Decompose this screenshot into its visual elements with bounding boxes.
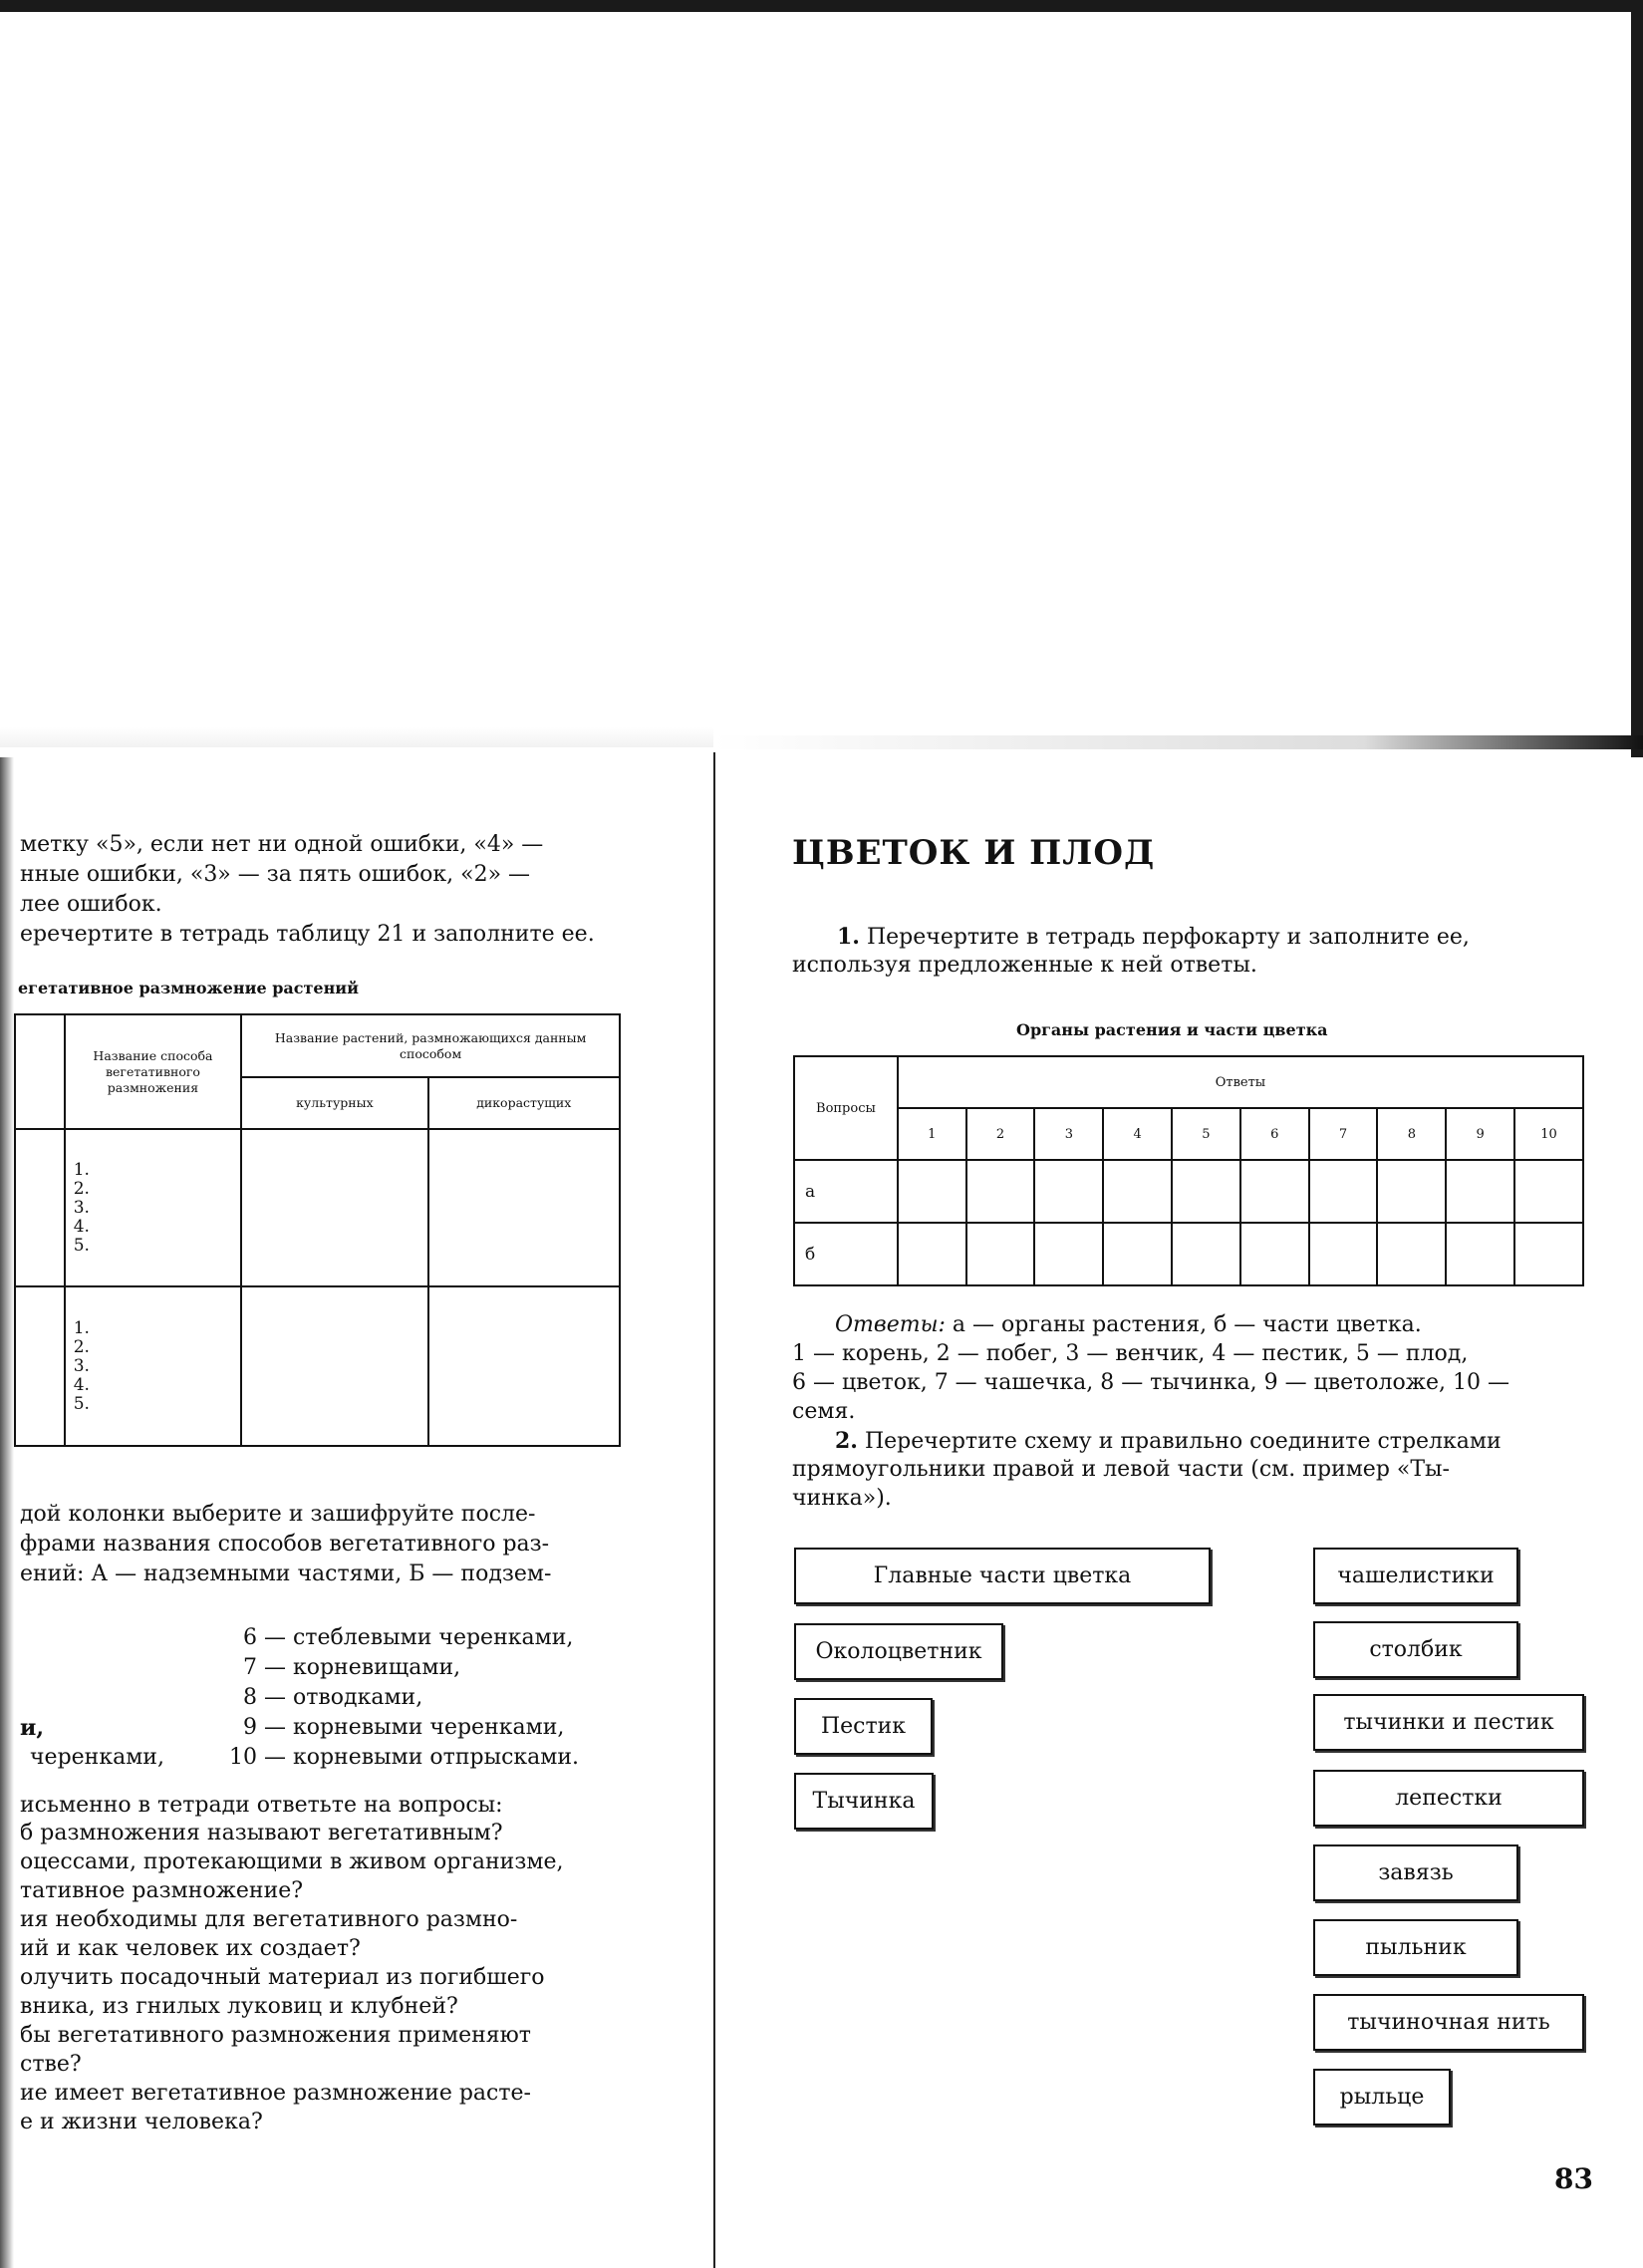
col-answers-header: Ответы [898, 1056, 1583, 1108]
group-a-cell [15, 1129, 65, 1286]
left-mid-line-3: ений: А — надземными частями, Б — подзем- [20, 1561, 552, 1586]
question-line: тативное размножение? [20, 1878, 304, 1903]
question-line: е и жизни человека? [20, 2110, 263, 2134]
chapter-title: ЦВЕТОК И ПЛОД [792, 833, 1156, 873]
answer-col-5: 5 [1172, 1108, 1240, 1160]
question-line: вника, из гнилых луковиц и клубней? [20, 1994, 458, 2019]
scan-edge-top [0, 0, 1643, 12]
task1-line-1: 1. Перечертите в тетрадь перфокарту и заполните ее, [837, 924, 1470, 950]
row-a-label: а [794, 1160, 898, 1223]
task2-line-2: прямоугольники правой и левой части (см. пример «Ты- [792, 1457, 1450, 1482]
page-fold-shadow [0, 727, 713, 747]
col-method-header: Название способа вегетативного размножения [65, 1014, 242, 1129]
task2-line-1: 2. Перечертите схему и правильно соедините стрелками [835, 1428, 1502, 1454]
answers-line-2: 1 — корень, 2 — побег, 3 — венчик, 4 — пестик, 5 — плод, [792, 1341, 1469, 1366]
box-main-flower-parts: Главные части цветка [794, 1548, 1211, 1604]
method-8: 8 — отводками, [243, 1685, 423, 1710]
box-stamen: Тычинка [794, 1773, 934, 1830]
group-b-numbers: 1. 2. 3. 4. 5. [65, 1286, 242, 1446]
answer-col-6: 6 [1240, 1108, 1309, 1160]
method-left-5: черенками, [30, 1745, 164, 1770]
group-a-cultivated [241, 1129, 427, 1286]
answer-col-9: 9 [1446, 1108, 1514, 1160]
box-anther: пыльник [1313, 1919, 1518, 1976]
row-b-label: б [794, 1223, 898, 1285]
left-line-2: нные ошибки, «3» — за пять ошибок, «2» — [20, 862, 531, 887]
col-plants-header: Название растений, размножающихся данным способом [241, 1014, 620, 1077]
question-line: ие имеет вегетативное размножение расте- [20, 2081, 531, 2106]
box-filament: тычиночная нить [1313, 1994, 1584, 2051]
task2-line-3: чинка»). [792, 1486, 892, 1511]
question-line: ия необходимы для вегетативного размно- [20, 1907, 518, 1932]
box-stigma: рыльце [1313, 2069, 1451, 2126]
box-sepals: чашелистики [1313, 1548, 1518, 1604]
page-number: 83 [1554, 2162, 1593, 2195]
answers-line-4: семя. [792, 1399, 856, 1424]
method-10: 10 — корневыми отпрысками. [229, 1745, 580, 1770]
method-7: 7 — корневищами, [243, 1655, 461, 1680]
left-line-3: лее ошибок. [20, 892, 162, 917]
scan-edge-left [0, 757, 14, 2268]
answer-col-7: 7 [1309, 1108, 1378, 1160]
vegetative-propagation-table [14, 1013, 621, 1447]
group-a-numbers: 1. 2. 3. 4. 5. [65, 1129, 242, 1286]
left-mid-line-1: дой колонки выберите и зашифруйте после- [20, 1502, 536, 1527]
method-6: 6 — стеблевыми черенками, [243, 1625, 574, 1650]
left-task-line: еречертите в тетрадь таблицу 21 и заполните ее. [20, 922, 595, 947]
question-line: бы вегетативного размножения применяют [20, 2023, 531, 2048]
answers-line-3: 6 — цветок, 7 — чашечка, 8 — тычинка, 9 — цветоложе, 10 — [792, 1370, 1509, 1395]
group-b-cultivated [241, 1286, 427, 1446]
box-pistil: Пестик [794, 1698, 933, 1755]
method-left-4: и, [20, 1715, 44, 1741]
group-b-cell [15, 1286, 65, 1446]
right-table-caption: Органы растения и части цветка [1016, 1020, 1328, 1039]
answer-col-4: 4 [1103, 1108, 1172, 1160]
box-perianth: Околоцветник [794, 1623, 1003, 1680]
box-ovary: завязь [1313, 1844, 1518, 1901]
question-line: ий и как человек их создает? [20, 1936, 361, 1961]
box-petals: лепестки [1313, 1770, 1584, 1827]
left-line-1: метку «5», если нет ни одной ошибки, «4» — [20, 832, 544, 857]
question-line: б размножения называют вегетативным? [20, 1821, 503, 1845]
left-mid-line-2: фрами названия способов вегетативного раз- [20, 1532, 550, 1557]
left-table-caption: егетативное размножение растений [18, 979, 360, 997]
box-stamens-and-pistil: тычинки и пестик [1313, 1694, 1584, 1751]
left-table-corner-cell [15, 1014, 65, 1129]
answers-line-1: Ответы: а — органы растения, б — части цветка. [835, 1312, 1422, 1337]
answer-col-2: 2 [966, 1108, 1035, 1160]
task1-line-2: используя предложенные к ней ответы. [792, 953, 1257, 978]
punch-card-table [793, 1055, 1584, 1286]
answer-col-3: 3 [1034, 1108, 1103, 1160]
question-line: оцессами, протекающими в живом организме, [20, 1849, 564, 1874]
box-style: столбик [1313, 1621, 1518, 1678]
answer-col-10: 10 [1514, 1108, 1583, 1160]
book-gutter [713, 752, 715, 2268]
col-questions-header: Вопросы [794, 1056, 898, 1160]
question-line: стве? [20, 2052, 82, 2077]
answer-col-8: 8 [1377, 1108, 1446, 1160]
right-page-top-edge [713, 735, 1643, 749]
question-line: исьменно в тетради ответьте на вопросы: [20, 1793, 503, 1818]
scan-edge-right [1631, 0, 1643, 757]
question-line: олучить посадочный материал из погибшего [20, 1965, 545, 1990]
answer-col-1: 1 [898, 1108, 966, 1160]
col-wild-header: дикорастущих [428, 1077, 620, 1129]
method-9: 9 — корневыми черенками, [243, 1715, 565, 1740]
col-cultivated-header: культурных [241, 1077, 427, 1129]
group-a-wild [428, 1129, 620, 1286]
group-b-wild [428, 1286, 620, 1446]
